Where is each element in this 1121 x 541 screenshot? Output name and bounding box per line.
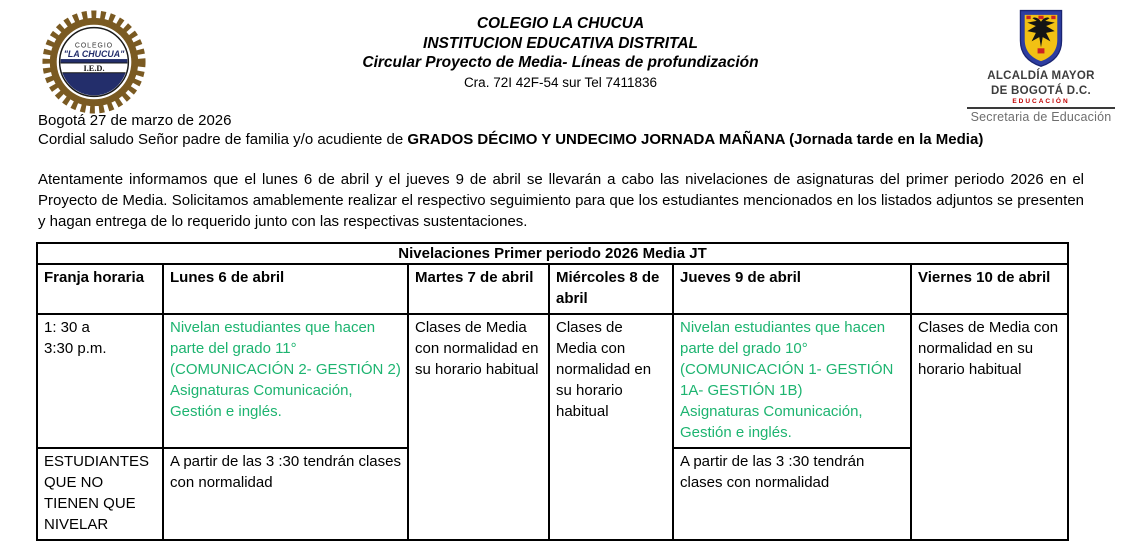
circular-title: Circular Proyecto de Media- Líneas de profundización xyxy=(362,54,759,71)
table-caption-row xyxy=(37,243,1068,264)
column-header-franja: Franja horaria xyxy=(37,264,163,314)
column-header-lunes: Lunes 6 de abril xyxy=(163,264,408,314)
greeting-regular-text: Cordial saludo Señor padre de familia y/o acudiente de xyxy=(38,130,408,148)
document-header xyxy=(200,14,921,92)
cell-lunes-nivelacion: Nivelan estudiantes que hacen parte del grado 11° (COMUNICACIÓN 2- GESTIÓN 2) Asignaturas Comunicación, Gestión e inglés. xyxy=(163,314,408,448)
letter-body xyxy=(38,112,1084,232)
column-header-martes: Martes 7 de abril xyxy=(408,264,549,314)
greeting-bold-text: GRADOS DÉCIMO Y UNDECIMO JORNADA MAÑANA (Jornada tarde en la Media) xyxy=(407,130,984,148)
school-name-title: COLEGIO LA CHUCUA xyxy=(476,15,645,32)
bogota-coat-of-arms-icon xyxy=(1015,8,1067,68)
logo-divider xyxy=(967,107,1115,109)
schedule-table-container xyxy=(36,242,1067,541)
table-caption: Nivelaciones Primer periodo 2026 Media JT xyxy=(37,243,1068,264)
announcement-paragraph: Atentamente informamos que el lunes 6 de abril y el jueves 9 de abril se llevarán a cabo las nivelaciones de asignaturas del primer periodo 2026 en el Proyecto de Media. Solicitamos amablemente realizar el respectivo seguimiento para que los estudiantes mencionados en los listados adjuntos se presenten y hagan entrega de lo requerido junto con las respectivas sustentaciones. xyxy=(38,171,1084,230)
cell-jueves-nivelacion: Nivelan estudiantes que hacen parte del grado 10° (COMUNICACIÓN 1- GESTIÓN 1A- GESTIÓN 1B) Asignaturas Comunicación, Gestión e inglés. xyxy=(673,314,911,448)
cell-jueves-despues: A partir de las 3 :30 tendrán clases con normalidad xyxy=(673,448,911,540)
sector-label: EDUCACIÓN xyxy=(1012,98,1070,105)
column-header-jueves: Jueves 9 de abril xyxy=(673,264,911,314)
city-hall-logo xyxy=(965,8,1117,124)
cell-viernes-clases: Clases de Media con normalidad en su horario habitual xyxy=(911,314,1068,540)
alcaldia-text-line2: DE BOGOTÁ D.C. xyxy=(990,84,1092,97)
secretariat-label: Secretaria de Educación xyxy=(970,110,1112,124)
address-line: Cra. 72I 42F-54 sur Tel 7411836 xyxy=(463,74,658,90)
institution-subtitle: INSTITUCION EDUCATIVA DISTRITAL xyxy=(423,34,698,52)
seal-top-text: COLEGIO xyxy=(74,42,114,50)
seal-ied-text: I.E.D. xyxy=(83,63,105,73)
greeting-line xyxy=(38,131,1084,150)
column-header-miercoles: Miércoles 8 de abril xyxy=(549,264,673,314)
cell-martes-clases: Clases de Media con normalidad en su horario habitual xyxy=(408,314,549,540)
cell-lunes-despues: A partir de las 3 :30 tendrán clases con normalidad xyxy=(163,448,408,540)
schedule-table xyxy=(36,242,1069,541)
table-row-afternoon xyxy=(37,314,1068,448)
school-seal-icon xyxy=(40,8,148,116)
school-seal-logo xyxy=(40,8,148,116)
date-line: Bogotá 27 de marzo de 2026 xyxy=(38,112,232,129)
seal-school-name: "LA CHUCUA" xyxy=(63,49,125,60)
alcaldia-text-line1: ALCALDÍA MAYOR xyxy=(987,70,1095,82)
column-header-viernes: Viernes 10 de abril xyxy=(911,264,1068,314)
cell-estudiantes-no-nivelan: ESTUDIANTES QUE NO TIENEN QUE NIVELAR xyxy=(37,448,163,540)
cell-miercoles-clases: Clases de Media con normalidad en su horario habitual xyxy=(549,314,673,540)
table-header-row xyxy=(37,264,1068,314)
cell-franja-horaria: 1: 30 a 3:30 p.m. xyxy=(37,314,163,448)
